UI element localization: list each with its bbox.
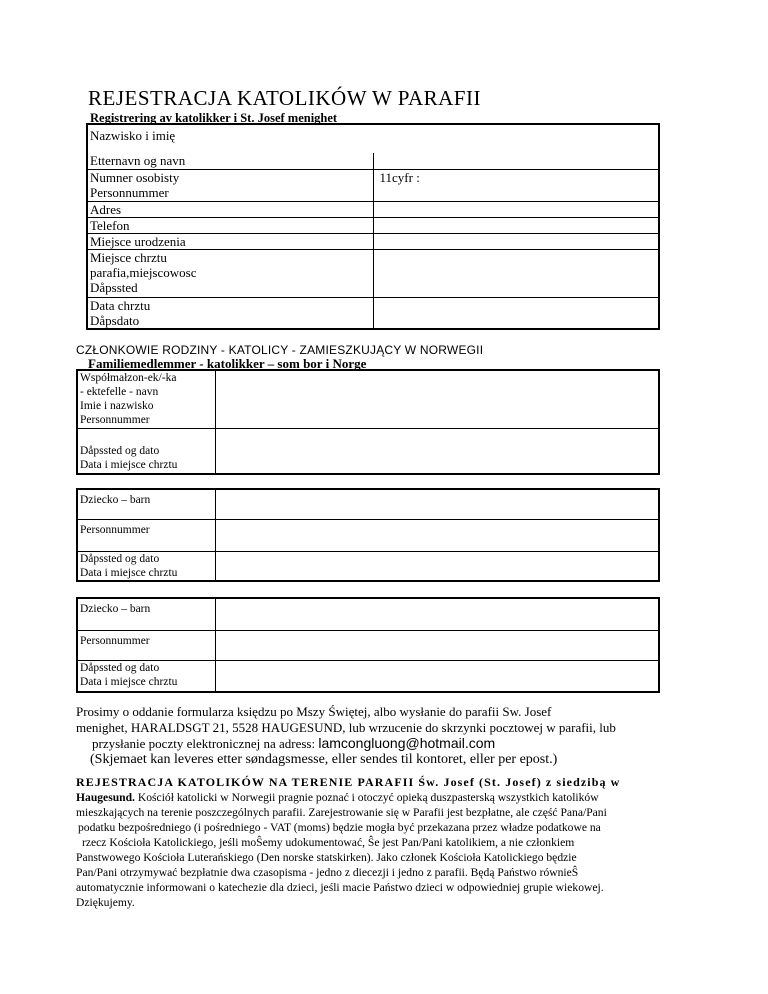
page-title: REJESTRACJA KATOLIKÓW W PARAFII [88,86,481,110]
child1-pnr-label: Personnummer [77,519,216,551]
footer-line-8: Dziękujemy. [76,896,135,909]
child2-baptism-label-no: Dåpssted og dato [80,661,160,674]
child2-pnr-label: Personnummer [77,630,216,660]
child1-label: Dziecko – barn [77,489,216,519]
spouse-pnr-label: Personnummer [80,414,150,426]
name-label: Nazwisko i imię [87,124,659,153]
baptism-place-label-parish: parafia,miejscowosc [90,264,197,280]
spouse-baptism-label-cell [77,444,216,474]
footer-line-1 [76,790,696,805]
baptism-date-field[interactable] [373,297,659,329]
pnr-label-no: Personnummer [90,184,169,200]
footer-line-1-text: Kościół katolicki w Norwegii pragnie poznać i otoczyć opieką duszpasterską wszystkich katolików [137,791,599,804]
footer-lead-city: Haugesund. [76,791,135,804]
footer-paragraph [76,775,696,910]
spouse-name-label: Imie i nazwisko [80,400,154,412]
baptism-place-field[interactable] [373,249,659,297]
address-label: Adres [87,201,373,217]
footer-line-6: Pan/Pani otrzymywać bezpłatnie dwa czasopisma - jedno z diecezji i jedno z parafii. Będą Państwo równieŜ [76,866,579,879]
pnr-label-pl: Numner osobisty [90,169,180,185]
baptism-date-label-pl: Data chrztu [90,297,151,313]
pnr-hint: 11cyfr : [379,169,420,185]
child1-baptism-label-cell [77,551,216,581]
surname-field[interactable] [373,153,659,169]
footer-line-5: Panstwowego Kościoła Luterańskiego (Den norske statskirken). Jako członek Kościoła Katolickiego będzie [76,851,577,864]
child1-name-field[interactable] [216,489,660,519]
spouse-table [76,369,660,475]
spouse-label-no: - ektefelle - navn [80,386,159,398]
child1-table [76,488,660,582]
child2-baptism-label-pl: Data i miejsce chrztu [80,675,178,688]
instructions-line-3 [92,735,495,752]
instructions-line-4: (Skjemaet kan leveres etter søndagsmesse, eller sendes til kontoret, eller per epost.) [90,752,558,767]
spouse-spacer-label [77,428,216,444]
instructions-line-2: menighet, HARALDSGT 21, 5528 HAUGESUND, lub wrzucenie do skrzynki pocztowej w parafii, lub [76,720,616,735]
personal-data-table [86,123,660,330]
instructions-line-1: Prosimy o oddanie formularza księdzu po Mszy Świętej, albo wysłanie do parafii Sw. Josef [76,704,552,719]
spouse-name-field[interactable] [216,370,660,428]
child2-baptism-field[interactable] [216,660,660,692]
child2-name-field[interactable] [216,598,660,630]
spouse-pnr-field[interactable] [216,428,660,444]
footer-line-4: rzecz Kościoła Katolickiego, jeśli moŜemy udokumentować, Ŝe jest Pan/Pani katolikiem, a nie członkiem [82,836,575,849]
spouse-label-pl: Współmałzon-ek/-ka [80,372,177,384]
instructions-email-prefix: przysłanie poczty elektronicznej na adress: [92,736,316,751]
child1-baptism-label-pl: Data i miejsce chrztu [80,566,178,579]
child1-baptism-label-no: Dåpssted og dato [80,552,160,565]
baptism-date-label-cell [87,297,373,329]
footer-line-3: podatku bezpośredniego (i pośredniego - VAT (moms) będzie mogła być przekazana przez władze podatkowe na [78,821,601,834]
family-section-heading: CZŁONKOWIE RODZINY - KATOLICY - ZAMIESZKUJĄCY W NORWEGII [76,343,484,357]
phone-label: Telefon [87,217,373,233]
spouse-baptism-field[interactable] [216,444,660,474]
spouse-name-label-cell [77,370,216,428]
baptism-place-label-no: Dåpssted [90,279,138,295]
contact-email-link[interactable]: lamcongluong@hotmail.com [318,735,496,751]
phone-field[interactable] [373,217,659,233]
footer-line-7: automatycznie informowani o katechezie dla dzieci, jeśli macie Państwo dzieci w odpowiedniej grupie wiekowej. [76,881,604,894]
footer-line-2: mieszkających na terenie poszczególnych parafii. Zarejestrowanie się w Parafii jest bezpłatne, ale część Pana/Pani [76,806,607,819]
address-field[interactable] [373,201,659,217]
child2-label: Dziecko – barn [77,598,216,630]
surname-label: Etternavn og navn [87,153,373,169]
baptism-place-label-pl: Miejsce chrztu [90,249,167,265]
pnr-label-cell [87,169,373,201]
footer-lead-heading: REJESTRACJA KATOLIKÓW NA TERENIE PARAFII Św. Josef (St. Josef) z siedzibą w [76,775,621,789]
birthplace-field[interactable] [373,233,659,249]
family-section-subheading: Familiemedlemmer - katolikker – som bor i Norge_ [88,356,373,371]
baptism-date-label-no: Dåpsdato [90,312,140,328]
spouse-baptism-label-no: Dåpssted og dato [80,445,160,457]
pnr-field[interactable] [373,169,659,201]
child2-baptism-label-cell [77,660,216,692]
child1-baptism-field[interactable] [216,551,660,581]
child2-pnr-field[interactable] [216,630,660,660]
page-subtitle: Registrering av katolikker i St. Josef menighet [90,111,338,125]
child2-table [76,597,660,693]
spouse-baptism-label-pl: Data i miejsce chrztu [80,459,178,471]
baptism-place-label-cell [87,249,373,297]
child1-pnr-field[interactable] [216,519,660,551]
birthplace-label: Miejsce urodzenia [87,233,373,249]
